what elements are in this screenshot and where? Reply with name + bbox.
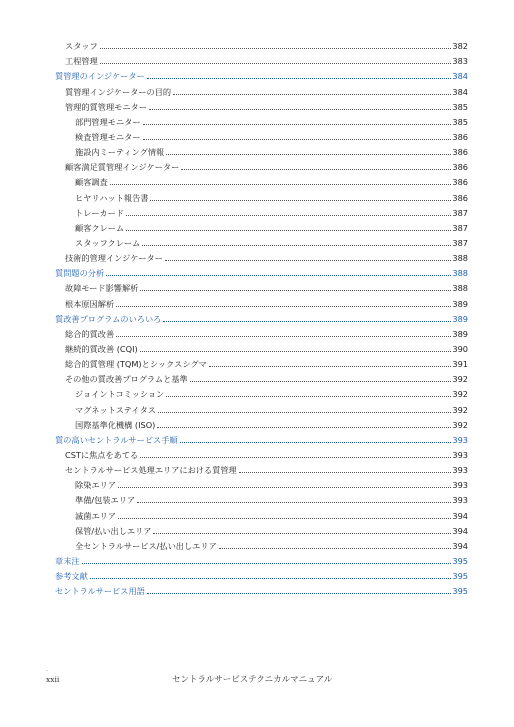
toc-entry-page: 389	[452, 328, 468, 339]
dot-leader	[110, 184, 452, 185]
toc-entry[interactable]	[55, 82, 468, 97]
toc-section-heading[interactable]	[55, 552, 468, 567]
toc-entry[interactable]	[55, 400, 468, 415]
dot-leader	[140, 290, 451, 291]
toc-entry-label: CSTに焦点をあてる	[65, 449, 139, 460]
toc-entry-label: 顧客調査	[75, 177, 108, 188]
toc-entry-label: マグネットステイタス	[75, 404, 156, 415]
toc-entry-label: 質の高いセントラルサービス手順	[55, 434, 178, 445]
toc-entry-page: 393	[452, 465, 468, 476]
toc-entry-label: 顧客クレーム	[75, 222, 125, 233]
toc-entry-page: 388	[452, 268, 468, 279]
toc-section-heading[interactable]	[55, 431, 468, 446]
toc-entry-page: 387	[452, 222, 468, 233]
dot-leader	[116, 336, 451, 337]
dot-leader	[239, 472, 452, 473]
dot-leader	[219, 548, 452, 549]
toc-entry-label: 工程管理	[65, 56, 98, 67]
toc-entry[interactable]	[55, 476, 468, 491]
toc-entry-page: 392	[452, 419, 468, 430]
dot-leader	[143, 124, 452, 125]
dot-leader	[163, 321, 451, 322]
toc-entry-page: 383	[452, 56, 468, 67]
footer-book-title: セントラルサービステクニカルマニュアル	[172, 675, 333, 685]
toc-entry-label: 故障モード影響解析	[65, 283, 139, 294]
dot-leader	[90, 578, 452, 579]
toc-entry-page: 382	[452, 41, 468, 52]
toc-entry[interactable]	[55, 537, 468, 552]
toc-entry-label: 章末注	[55, 555, 80, 566]
toc-entry-page: 387	[452, 207, 468, 218]
dot-leader	[173, 94, 451, 95]
toc-entry-label: 技術的管理インジケーター	[65, 253, 163, 264]
dot-leader	[100, 63, 452, 64]
dot-leader	[190, 381, 452, 382]
toc-entry-label: 顧客満足質管理インジケーター	[65, 162, 180, 173]
toc-entry[interactable]	[55, 325, 468, 340]
toc-entry-label: 総合的質改善	[65, 328, 115, 339]
toc-entry-page: 393	[452, 449, 468, 460]
toc-entry[interactable]	[55, 461, 468, 476]
dot-leader	[118, 487, 451, 488]
dot-leader	[147, 78, 452, 79]
toc-entry-page: 385	[452, 101, 468, 112]
toc-entry-page: 393	[452, 480, 468, 491]
dot-leader	[140, 457, 451, 458]
dot-leader	[82, 563, 452, 564]
toc-entry-page: 391	[452, 359, 468, 370]
toc-entry[interactable]	[55, 188, 468, 203]
toc-entry[interactable]	[55, 416, 468, 431]
toc-entry-label: 質管理インジケーターの目的	[65, 86, 172, 97]
toc-section-heading[interactable]	[55, 310, 468, 325]
table-of-contents	[55, 37, 468, 597]
toc-entry-label: 質問題の分析	[55, 268, 105, 279]
toc-entry[interactable]	[55, 491, 468, 506]
toc-entry-label: スタッフクレーム	[75, 237, 141, 248]
toc-entry[interactable]	[55, 355, 468, 370]
toc-entry[interactable]	[55, 279, 468, 294]
toc-entry[interactable]	[55, 506, 468, 521]
dot-leader	[165, 260, 451, 261]
footer-page-number: xxii	[46, 675, 60, 684]
toc-entry-label: 参考文献	[55, 571, 88, 582]
dot-leader	[116, 306, 451, 307]
toc-entry-page: 389	[452, 298, 468, 309]
dot-leader	[150, 200, 451, 201]
dot-leader	[157, 427, 451, 428]
toc-entry-page: 392	[452, 389, 468, 400]
toc-entry-label: 質管理のインジケーター	[55, 71, 145, 82]
toc-entry-page: 386	[452, 177, 468, 188]
toc-entry[interactable]	[55, 37, 468, 52]
toc-entry-page: 387	[452, 237, 468, 248]
toc-entry-page: 386	[452, 192, 468, 203]
toc-entry-page: 386	[452, 147, 468, 158]
toc-entry[interactable]	[55, 370, 468, 385]
dot-leader	[181, 169, 451, 170]
toc-entry[interactable]	[55, 204, 468, 219]
toc-entry[interactable]	[55, 143, 468, 158]
toc-entry-label: 滅菌エリア	[75, 510, 116, 521]
toc-section-heading[interactable]	[55, 67, 468, 82]
footer-dot: .	[46, 666, 48, 673]
dot-leader	[153, 533, 451, 534]
toc-entry-page: 388	[452, 283, 468, 294]
dot-leader	[143, 139, 452, 140]
toc-entry-label: その他の質改善プログラムと基準	[65, 374, 188, 385]
toc-entry[interactable]	[55, 340, 468, 355]
toc-entry-page: 386	[452, 131, 468, 142]
toc-entry-label: トレーカード	[75, 207, 124, 218]
toc-entry-page: 389	[452, 313, 468, 324]
toc-entry-page: 393	[452, 434, 468, 445]
dot-leader	[106, 275, 451, 276]
toc-entry-label: セントラルサービス用語	[55, 586, 145, 597]
dot-leader	[166, 396, 451, 397]
toc-entry-label: 国際基準化機構 (ISO)	[75, 419, 156, 430]
toc-entry-label: 総合的質管理 (TQM)とシックスシグマ	[65, 359, 207, 370]
dot-leader	[126, 215, 451, 216]
toc-entry-page: 386	[452, 162, 468, 173]
dot-leader	[100, 48, 452, 49]
toc-entry-label: 根本原因解析	[65, 298, 115, 309]
toc-entry-page: 388	[452, 253, 468, 264]
toc-entry[interactable]	[55, 158, 468, 173]
toc-entry-page: 394	[452, 510, 468, 521]
toc-section-heading[interactable]	[55, 567, 468, 582]
dot-leader	[147, 593, 452, 594]
dot-leader	[137, 502, 451, 503]
toc-entry-page: 384	[452, 86, 468, 97]
toc-entry-label: 全セントラルサービス/払い出しエリア	[75, 540, 217, 551]
toc-entry-label: セントラルサービス処理エリアにおける質管理	[65, 465, 237, 476]
dot-leader	[166, 154, 451, 155]
toc-entry-label: 保管/払い出しエリア	[75, 525, 152, 536]
toc-entry[interactable]	[55, 385, 468, 400]
toc-entry-label: スタッフ	[65, 41, 98, 52]
toc-entry[interactable]	[55, 98, 468, 113]
toc-entry-page: 384	[452, 71, 468, 82]
dot-leader	[158, 412, 451, 413]
toc-entry[interactable]	[55, 249, 468, 264]
toc-entry-label: 部門管理モニター	[75, 116, 141, 127]
toc-entry-page: 392	[452, 374, 468, 385]
toc-entry-page: 395	[452, 555, 468, 566]
toc-entry-label: ジョイントコミッション	[75, 389, 165, 400]
toc-entry-label: 管理的質管理モニター	[65, 101, 147, 112]
toc-section-heading[interactable]	[55, 582, 468, 597]
toc-entry[interactable]	[55, 113, 468, 128]
toc-entry-page: 394	[452, 540, 468, 551]
dot-leader	[209, 366, 452, 367]
dot-leader	[180, 442, 452, 443]
toc-entry[interactable]	[55, 446, 468, 461]
toc-entry-page: 385	[452, 116, 468, 127]
toc-section-heading[interactable]	[55, 264, 468, 279]
toc-entry-label: 質改善プログラムのいろいろ	[55, 313, 162, 324]
toc-entry-page: 395	[452, 571, 468, 582]
toc-entry-page: 392	[452, 404, 468, 415]
toc-entry-label: ヒヤリハット報告書	[75, 192, 149, 203]
dot-leader	[149, 109, 451, 110]
dot-leader	[118, 518, 451, 519]
dot-leader	[142, 245, 451, 246]
toc-entry-page: 390	[452, 343, 468, 354]
toc-entry[interactable]	[55, 52, 468, 67]
toc-entry[interactable]	[55, 294, 468, 309]
toc-entry[interactable]	[55, 173, 468, 188]
toc-entry[interactable]	[55, 128, 468, 143]
dot-leader	[126, 230, 451, 231]
toc-entry-label: 検査管理モニター	[75, 131, 141, 142]
dot-leader	[140, 351, 452, 352]
toc-entry-label: 準備/包装エリア	[75, 495, 136, 506]
toc-entry-label: 除染エリア	[75, 480, 116, 491]
toc-entry[interactable]	[55, 522, 468, 537]
toc-entry[interactable]	[55, 234, 468, 249]
toc-entry[interactable]	[55, 219, 468, 234]
toc-entry-page: 393	[452, 495, 468, 506]
toc-entry-page: 395	[452, 586, 468, 597]
toc-entry-label: 継続的質改善 (CQI)	[65, 343, 138, 354]
toc-entry-label: 施設内ミーティング情報	[75, 147, 165, 158]
toc-entry-page: 394	[452, 525, 468, 536]
